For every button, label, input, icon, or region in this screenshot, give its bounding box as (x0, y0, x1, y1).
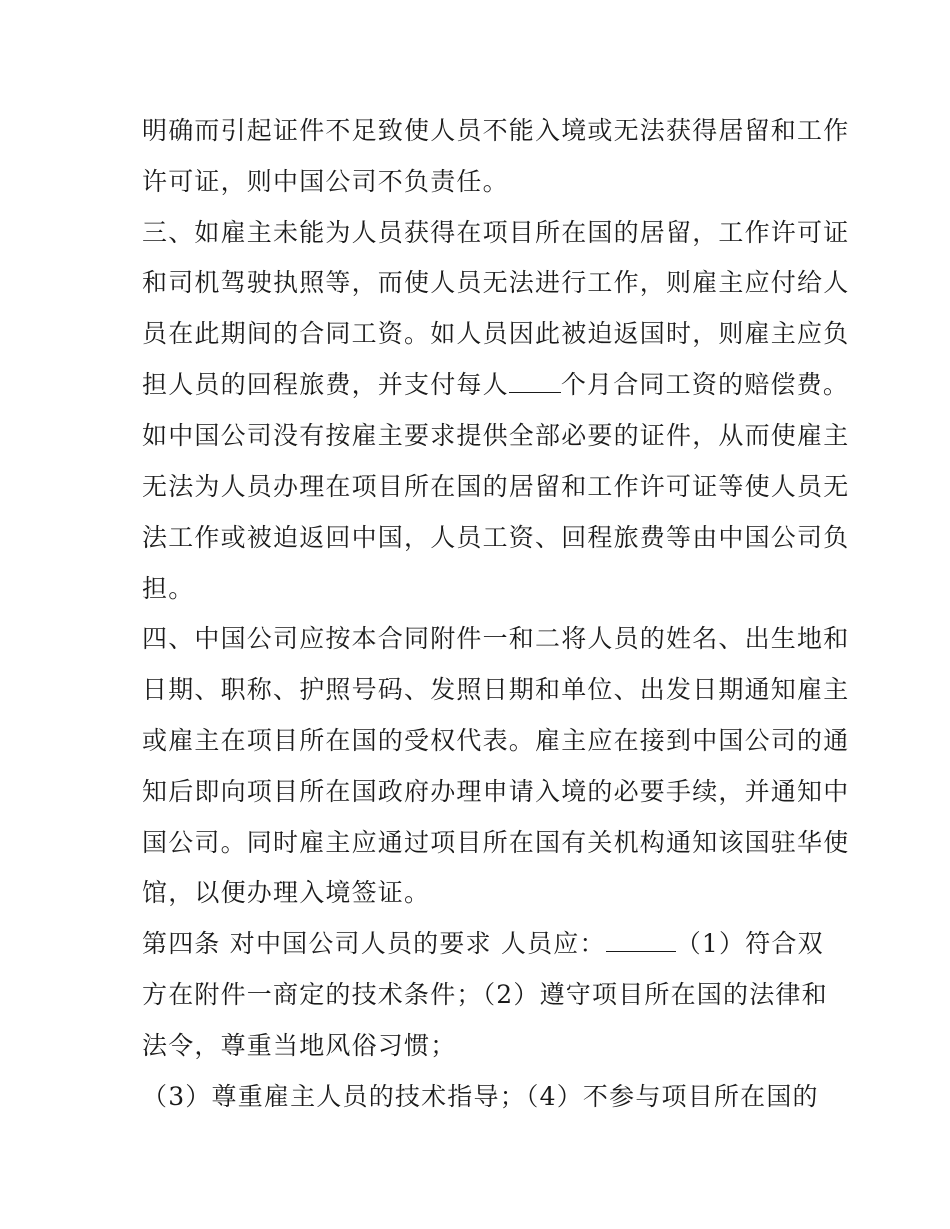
text-line: 担。 (142, 574, 195, 603)
text-line: 如中国公司没有按雇主要求提供全部必要的证件，从而使雇主 (142, 421, 850, 450)
text-line: 国公司。同时雇主应通过项目所在国有关机构通知该国驻华使 (142, 828, 850, 857)
text-line: 无法为人员办理在项目所在国的居留和工作许可证等使人员无 (142, 472, 850, 501)
fill-in-blank (509, 370, 561, 393)
text-line: 四、中国公司应按本合同附件一和二将人员的姓名、出生地和 (142, 624, 850, 653)
text-line-with-blank (142, 368, 850, 402)
text-segment: 担人员的回程旅费，并支付每人 (142, 370, 509, 399)
text-segment: 个月合同工资的赔偿费。 (560, 370, 850, 399)
text-line: 许可证，则中国公司不负责任。 (142, 167, 509, 196)
text-line: 馆，以便办理入境签证。 (142, 878, 431, 907)
text-line: 法令，尊重当地风俗习惯； (142, 1031, 457, 1060)
text-line: 法工作或被迫返回中国，人员工资、回程旅费等由中国公司负 (142, 523, 850, 552)
text-line: （3）尊重雇主人员的技术指导；（4）不参与项目所在国的 (142, 1082, 819, 1111)
text-line: 和司机驾驶执照等，而使人员无法进行工作，则雇主应付给人 (142, 268, 850, 297)
text-segment: 第四条 对中国公司人员的要求 人员应： (142, 929, 606, 958)
text-line: 日期、职称、护照号码、发照日期和单位、出发日期通知雇主 (142, 675, 850, 704)
fill-in-blank (606, 929, 676, 952)
text-line-with-blank (142, 927, 822, 961)
text-line: 三、如雇主未能为人员获得在项目所在国的居留，工作许可证 (142, 218, 850, 247)
text-line: 员在此期间的合同工资。如人员因此被迫返国时，则雇主应负 (142, 319, 850, 348)
text-segment: （1）符合双 (675, 929, 824, 958)
text-line: 或雇主在项目所在国的受权代表。雇主应在接到中国公司的通 (142, 726, 850, 755)
text-line: 知后即向项目所在国政府办理申请入境的必要手续，并通知中 (142, 777, 850, 806)
text-line: 明确而引起证件不足致使人员不能入境或无法获得居留和工作 (142, 116, 850, 145)
text-line: 方在附件一商定的技术条件；（2）遵守项目所在国的法律和 (142, 980, 828, 1009)
